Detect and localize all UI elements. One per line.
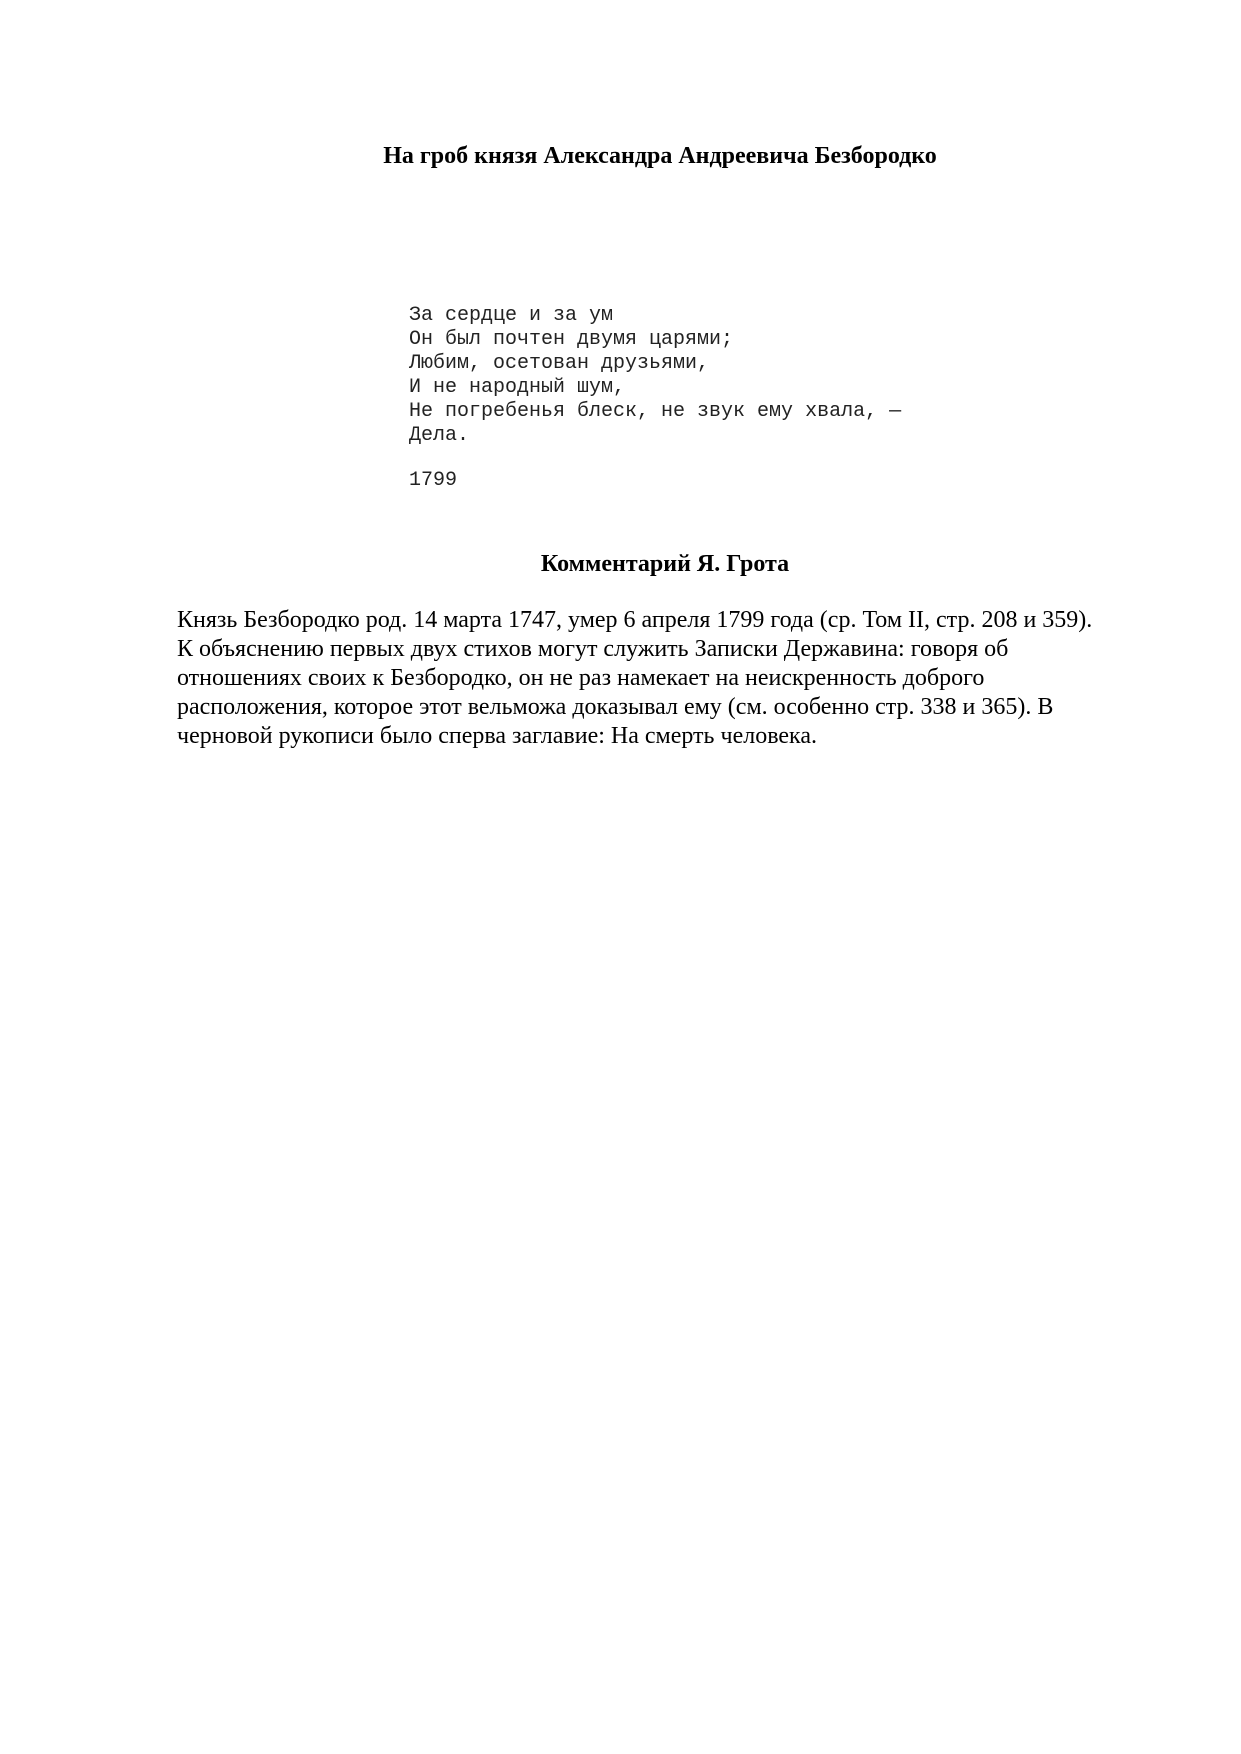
commentary-paragraph bbox=[177, 606, 1177, 751]
poem-line: Не погребенья блеск, не звук ему хвала, — bbox=[409, 400, 902, 423]
commentary-line: расположения, которое этот вельможа доказывал ему (см. особенно стр. 338 и 365). В bbox=[177, 694, 1054, 720]
poem-line: Он был почтен двумя царями; bbox=[409, 328, 734, 351]
commentary-line: черновой рукописи было сперва заглавие: На смерть человека. bbox=[177, 723, 817, 749]
poem-title: На гроб князя Александра Андреевича Безбородко bbox=[383, 143, 937, 169]
commentary-title: Комментарий Я. Грота bbox=[540, 551, 790, 577]
poem-year: 1799 bbox=[409, 469, 458, 492]
poem-line: Любим, осетован друзьями, bbox=[409, 352, 710, 375]
commentary-line: отношениях своих к Безбородко, он не раз намекает на неискренность доброго bbox=[177, 665, 985, 691]
poem-line: За сердце и за ум bbox=[409, 304, 614, 327]
commentary-line: К объяснению первых двух стихов могут служить Записки Державина: говоря об bbox=[177, 636, 1009, 662]
commentary-line: Князь Безбородко род. 14 марта 1747, умер 6 апреля 1799 года (ср. Том II, стр. 208 и 359). bbox=[177, 607, 1093, 633]
poem-line: И не народный шум, bbox=[409, 376, 626, 399]
poem-block bbox=[409, 304, 901, 493]
poem-line: Дела. bbox=[409, 424, 470, 447]
